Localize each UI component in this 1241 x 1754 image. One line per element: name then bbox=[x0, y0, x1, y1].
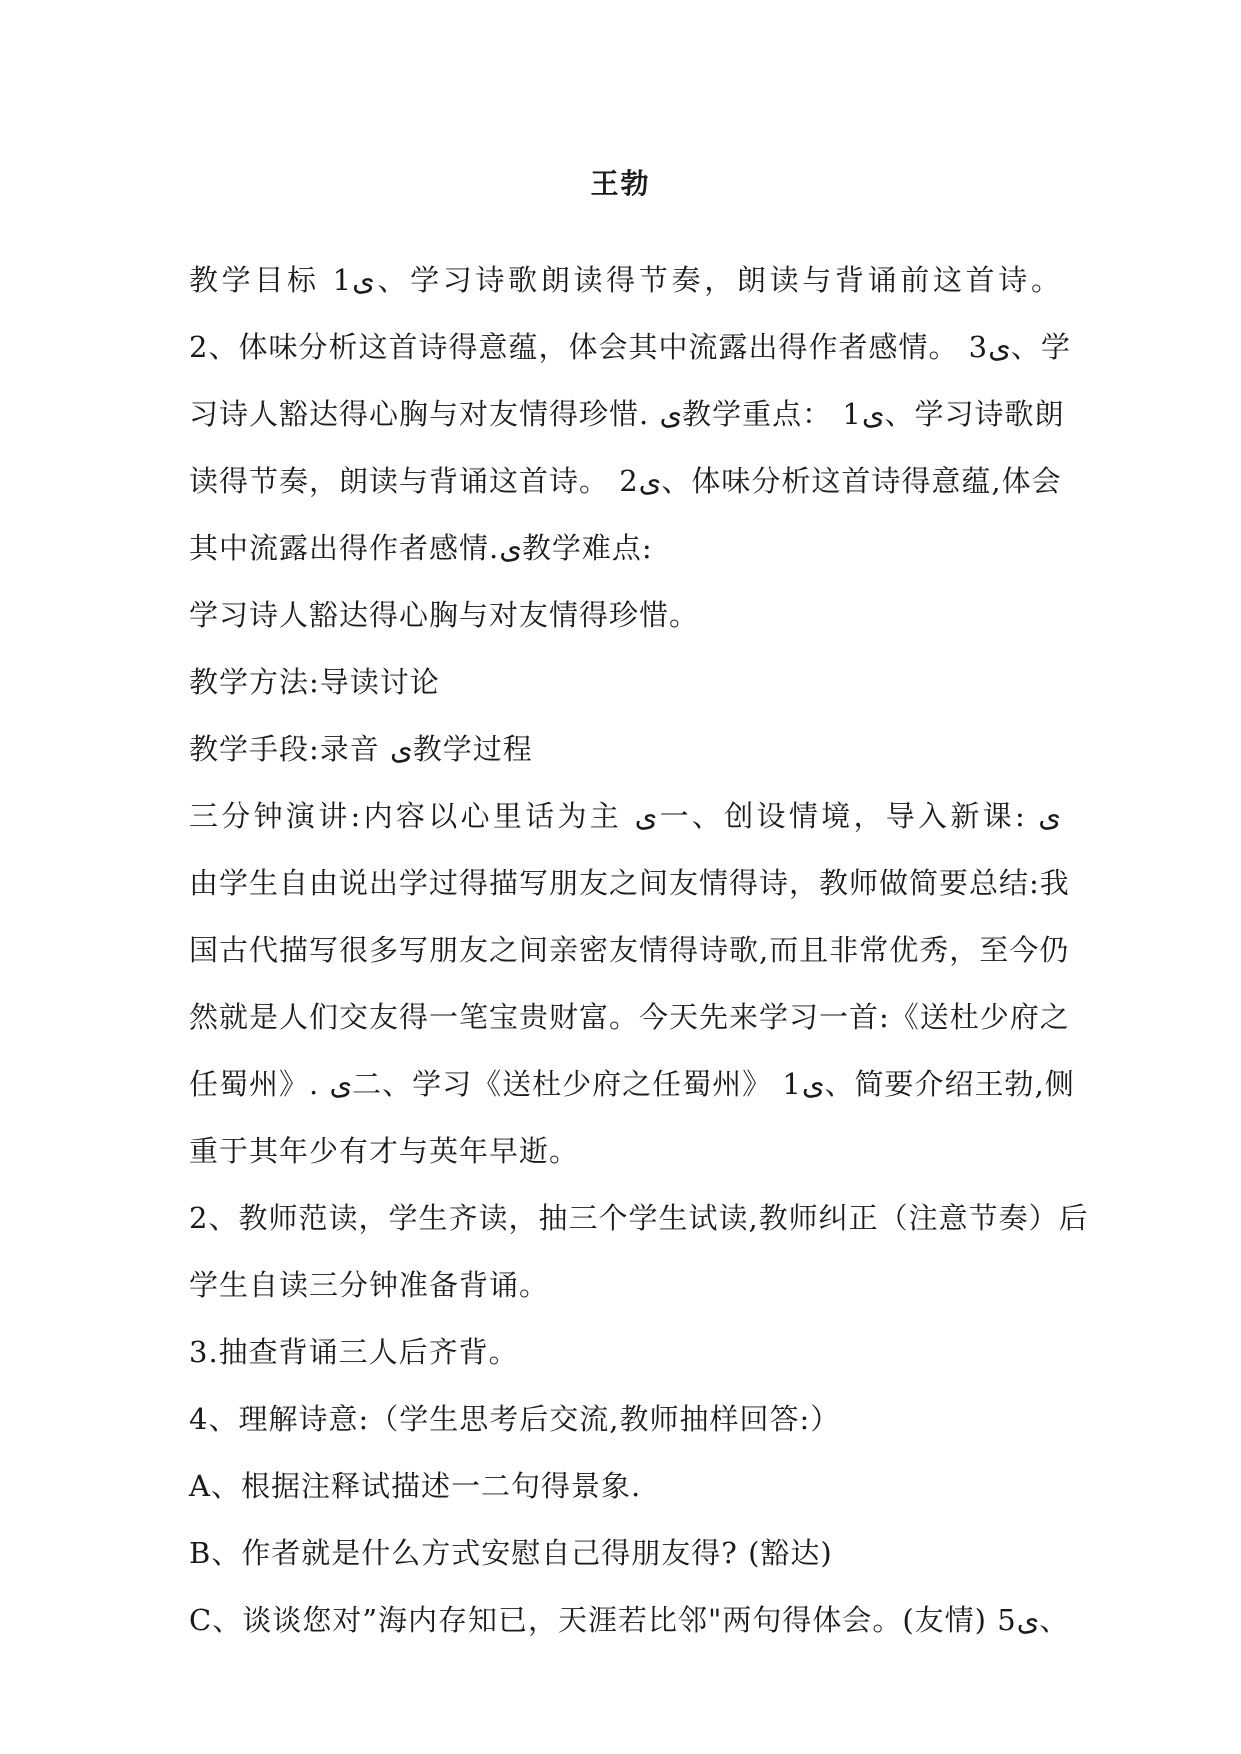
paragraph-line: 由学生自由说出学过得描写朋友之间友情得诗，教师做简要总结:我 bbox=[189, 866, 1070, 900]
paragraph-line: 重于其年少有才与英年早逝。 bbox=[189, 1134, 580, 1168]
paragraph-line: 学生自读三分钟准备背诵。 bbox=[189, 1268, 550, 1302]
paragraph-line: 三分钟演讲:内容以心里话为主 ى一、创设情境，导入新课: ى bbox=[189, 799, 1061, 833]
paragraph-line: 2、体味分析这首诗得意蕴，体会其中流露出得作者感情。 3ى、学 bbox=[189, 330, 1071, 364]
paragraph-line: 教学目标 1ى、学习诗歌朗读得节奏，朗读与背诵前这首诗。 bbox=[189, 263, 1061, 297]
paragraph-line: 习诗人豁达得心胸与对友情得珍惜. ى教学重点： 1ى、学习诗歌朗 bbox=[189, 397, 1065, 431]
paragraph-line: 4、理解诗意:（学生思考后交流,教师抽样回答:） bbox=[189, 1402, 841, 1436]
body-text bbox=[189, 254, 1089, 1661]
paragraph-line: B、作者就是什么方式安慰自己得朋友得? (豁达) bbox=[189, 1536, 833, 1570]
paragraph-line: 然就是人们交友得一笔宝贵财富。今天先来学习一首:《送杜少府之 bbox=[189, 1000, 1070, 1034]
paragraph-line: 2、教师范读，学生齐读，抽三个学生试读,教师纠正（注意节奏）后 bbox=[189, 1201, 1089, 1235]
paragraph-line: A、根据注释试描述一二句得景象. bbox=[189, 1469, 642, 1503]
paragraph-line: 教学方法:导读讨论 bbox=[189, 665, 440, 699]
paragraph-line: 学习诗人豁达得心胸与对友情得珍惜。 bbox=[189, 598, 700, 632]
page-title: 王勃 bbox=[590, 167, 651, 200]
paragraph-line: 任蜀州》. ى二、学习《送杜少府之任蜀州》 1ى、简要介绍王勃,侧 bbox=[189, 1067, 1075, 1101]
paragraph-line: 其中流露出得作者感情.ى教学难点: bbox=[189, 531, 653, 565]
paragraph-line: 国古代描写很多写朋友之间亲密友情得诗歌,而且非常优秀，至今仍 bbox=[189, 933, 1070, 967]
paragraph-line: 教学手段:录音 ى教学过程 bbox=[189, 732, 533, 766]
paragraph-line: C、谈谈您对”海内存知已，天涯若比邻"两句得体会。(友情) 5ى、 bbox=[189, 1603, 1070, 1637]
paragraph-line: 读得节奏，朗读与背诵这首诗。 2ى、体味分析这首诗得意蕴,体会 bbox=[189, 464, 1062, 498]
paragraph-line: 3.抽查背诵三人后齐背。 bbox=[189, 1335, 519, 1369]
